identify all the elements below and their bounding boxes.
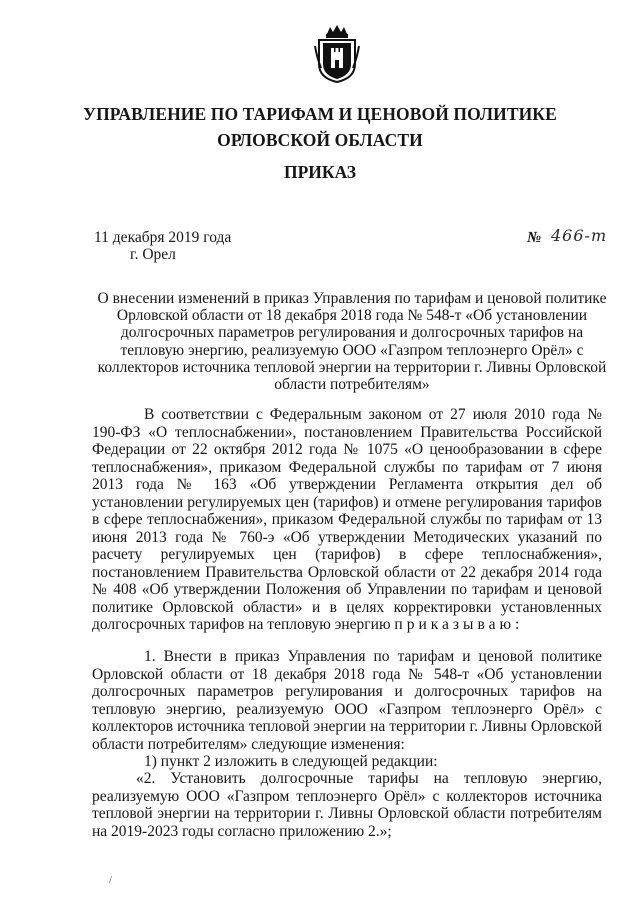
order-number-handwritten: 466-т [551,226,608,245]
quoted-clause-2-paragraph: «2. Установить долгосрочные тарифы на тепловую энергию, реализуемую ООО «Газпром теплоэнерго Орёл» с коллекторов источника тепловой энергии на территории г. Ливны Орловской области потребителям на 2019-2023 годы согласно приложению 2.»; [92,770,602,840]
order-date: 11 декабря 2019 года [94,229,232,246]
preamble-paragraph [92,406,602,634]
subitem-1-paragraph: 1) пункт 2 изложить в следующей редакции: [144,753,438,770]
order-city: г. Орел [130,246,176,263]
coat-of-arms-icon [313,24,361,84]
document-type-title: ПРИКАЗ [283,162,357,182]
stray-pen-mark: / [109,874,113,886]
agency-name-line2: ОРЛОВСКОЙ ОБЛАСТИ [217,130,423,150]
preamble-text: В соответствии с Федеральным законом от 27 июля 2010 года № 190-ФЗ «О теплоснабжении», постановлением Правительства Российской Федерации от 22 октября 2012 года № 1075 «О ценообразовании в сфере теплоснабжения», приказом Федеральной службы по тарифам от 7 июня 2013 года № 163 «Об утверждении Регламента открытия дел об установлении регулируемых цен (тарифов) и отмене регулирования тарифов в сфере теплоснабжения», приказом Федеральной службы по тарифам от 13 июня 2013 года № 760-э «Об утверждении Методических указаний по расчету регулируемых цен (тарифов) в сфере теплоснабжения», постановлением Правительства Орловской области от 22 декабря 2014 года № 408 «Об утверждении Положения об Управлении по тарифам и ценовой политике Орловской области» и в целях корректировки установленных долгосрочных тарифов на тепловую энергию [92,406,602,633]
order-subject: О внесении изменений в приказ Управления по тарифам и ценовой политике Орловской области от 18 декабря 2018 года № 548-т «Об установлении долгосрочных параметров регулирования и долгосрочных тарифов на тепловую энергию, реализуемую ООО «Газпром теплоэнерго Орёл» с коллекторов источника тепловой энергии на территории г. Ливны Орловской области потребителям» [97,290,607,394]
agency-name-line1: УПРАВЛЕНИЕ ПО ТАРИФАМ И ЦЕНОВОЙ ПОЛИТИКЕ [83,104,557,124]
order-verb: приказываю: [394,616,524,633]
item-1-paragraph: 1. Внести в приказ Управления по тарифам и ценовой политике Орловской области от 18 декабря 2018 года № 548-т «Об установлении долгосрочных параметров регулирования и долгосрочных тарифов на тепловую энергию, реализуемую ООО «Газпром теплоэнерго Орёл» с коллекторов источника тепловой энергии на территории г. Ливны Орловской области потребителям» следующие изменения: [92,648,602,753]
order-number-label: № [527,229,542,246]
